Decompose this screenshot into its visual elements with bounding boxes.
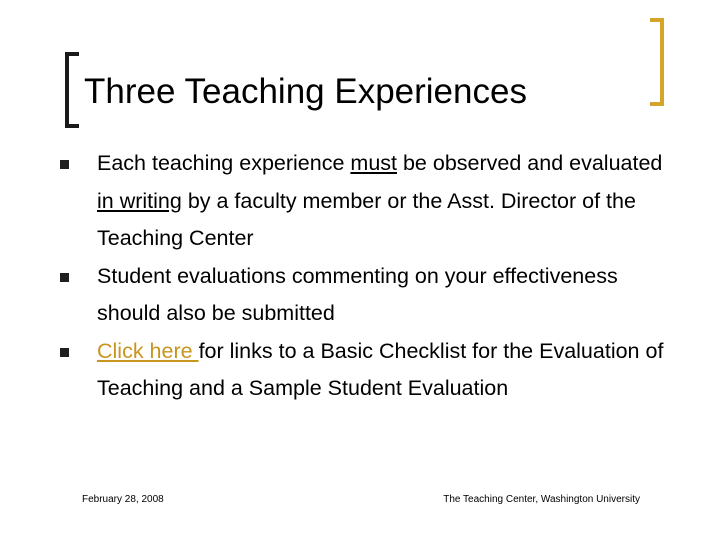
bullet-list — [60, 145, 680, 408]
bullet-text: be observed and evaluated — [397, 151, 663, 175]
footer-date: February 28, 2008 — [82, 494, 164, 505]
bullet-item-observation — [60, 145, 680, 258]
underlined-word-must: must — [350, 151, 397, 175]
slide-title: Three Teaching Experiences — [84, 72, 527, 111]
bullet-text: Student evaluations commenting on your effectiveness should also be submitted — [97, 263, 618, 325]
click-here-link[interactable]: Click here — [97, 338, 199, 363]
right-bracket-decoration — [650, 18, 664, 106]
bullet-text: by a faculty member or the Asst. Director of the Teaching Center — [97, 188, 636, 250]
bullet-item-links — [60, 333, 680, 408]
bullet-text: Each teaching experience — [97, 151, 351, 175]
left-bracket-decoration — [65, 52, 79, 128]
underlined-phrase-in-writing: in writing — [97, 188, 182, 213]
bullet-text: for links to a Basic Checklist for the Evaluation of Teaching and a Sample Student Evaluation — [97, 338, 664, 400]
square-bullet-icon — [60, 160, 69, 169]
square-bullet-icon — [60, 273, 69, 282]
square-bullet-icon — [60, 348, 69, 357]
bullet-item-student-evaluations — [60, 258, 680, 333]
footer-organization: The Teaching Center, Washington University — [443, 494, 640, 505]
